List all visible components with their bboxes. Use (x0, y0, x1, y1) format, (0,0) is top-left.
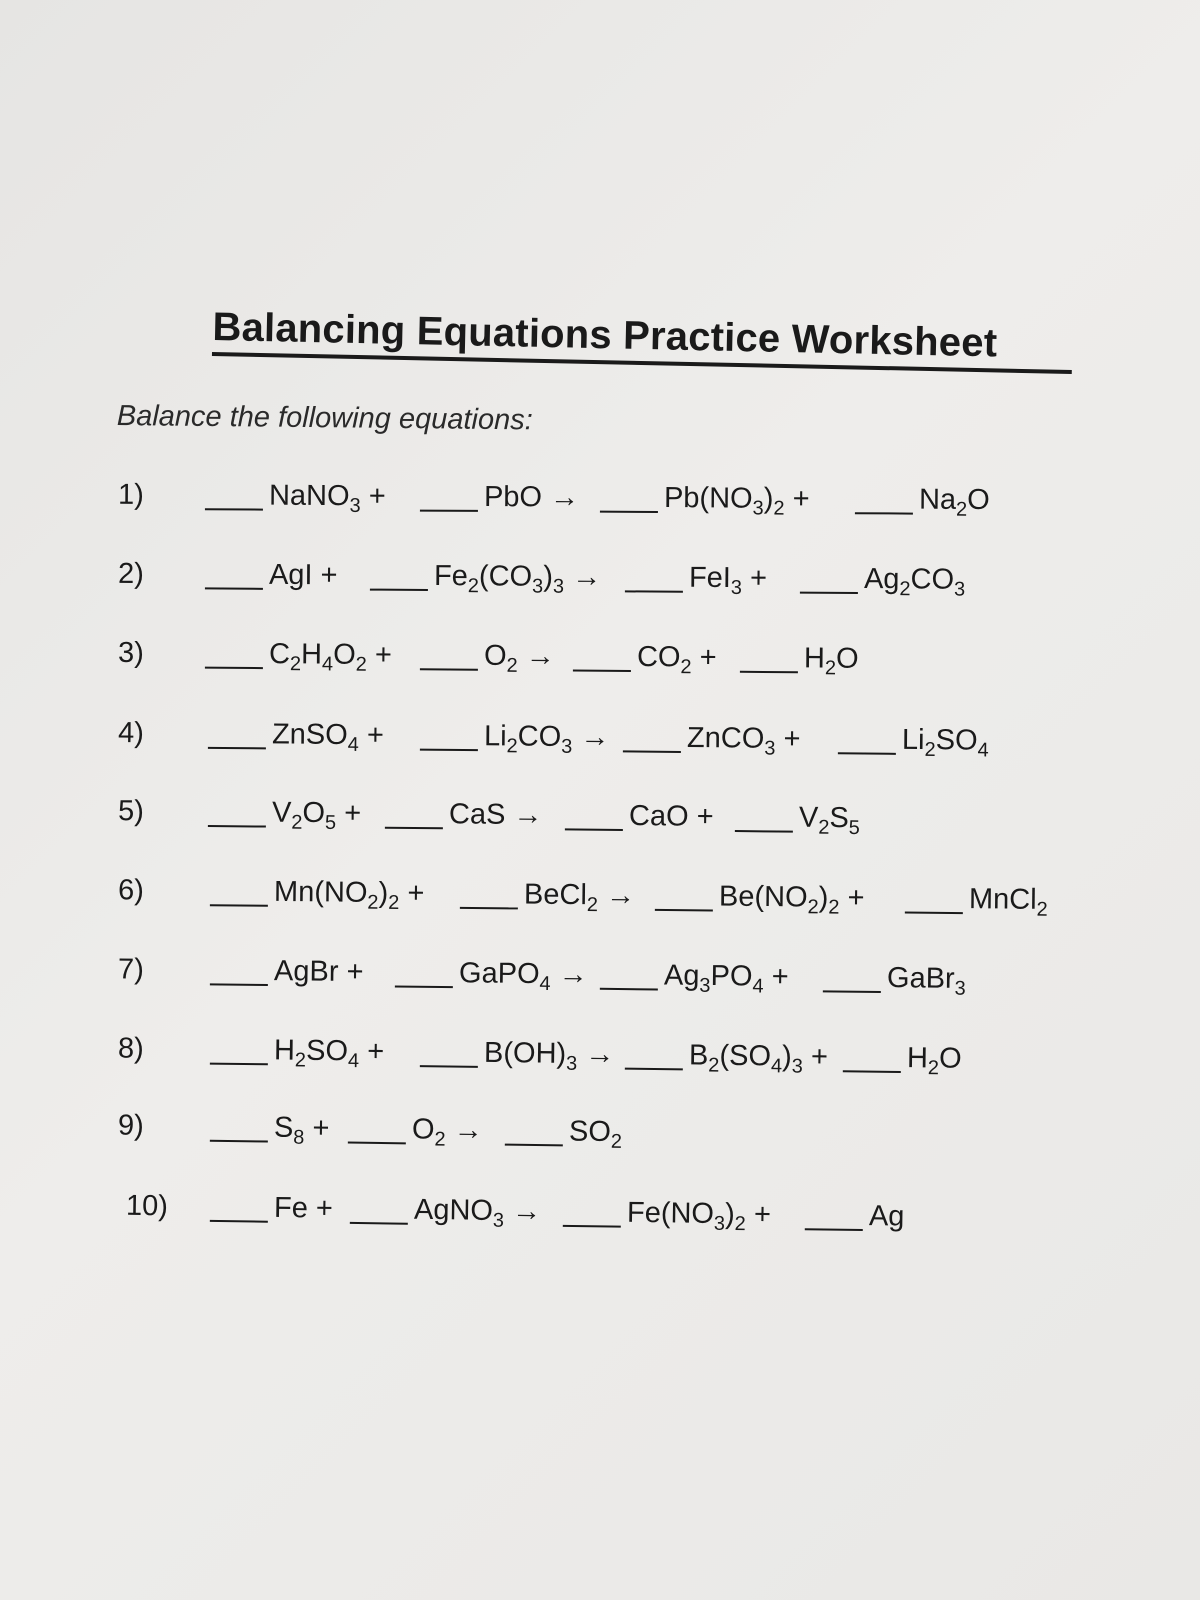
coefficient-blank[interactable] (800, 592, 858, 594)
chemical-formula: $V_2O_5$ + (271, 796, 362, 835)
equation-term (395, 956, 588, 996)
coefficient-blank[interactable] (843, 1070, 901, 1073)
coefficient-blank[interactable] (420, 1065, 478, 1068)
chemical-formula: $O_2$ → (411, 1113, 483, 1151)
chemical-formula: ZnCO$_3$ + (686, 721, 801, 760)
equation-term (838, 723, 989, 762)
chemical-formula: $Mn(NO_2)_2$ + (273, 875, 425, 914)
equation-term (210, 1191, 333, 1226)
chemical-formula: $CO_2$ + (636, 641, 717, 679)
equation-number: 8) (117, 1032, 145, 1065)
chemical-formula: $O_2$ → (483, 639, 555, 677)
equation-term (805, 1199, 905, 1233)
chemical-formula: $C_2H_4O_2$ + (268, 638, 392, 676)
equation-term (385, 798, 543, 833)
equation-number: 5) (117, 795, 144, 828)
coefficient-blank[interactable] (600, 988, 658, 991)
chemical-formula: GaPO$_4$ → (458, 957, 588, 996)
equation-number: 10) (125, 1189, 169, 1223)
coefficient-blank[interactable] (420, 749, 478, 752)
coefficient-blank[interactable] (385, 827, 443, 830)
equation-row (0, 1031, 1200, 1086)
chemical-formula: GaBr$_3$ (886, 962, 966, 1000)
equation-row (0, 1108, 1200, 1164)
equation-number: 1) (117, 478, 144, 511)
equation-term (740, 642, 859, 680)
coefficient-blank[interactable] (370, 589, 428, 591)
coefficient-blank[interactable] (905, 911, 963, 914)
equation-term (348, 1113, 483, 1151)
chemical-formula: $B(OH)_3$ → (483, 1036, 615, 1075)
coefficient-blank[interactable] (623, 750, 681, 753)
equation-term (420, 720, 610, 758)
coefficient-blank[interactable] (655, 909, 713, 912)
equation-term (205, 638, 392, 676)
equation-term (460, 878, 636, 917)
equation-term (210, 1034, 385, 1073)
equation-row (0, 873, 1200, 926)
chemical-formula: $Ag_2CO_3$ (863, 563, 966, 601)
equation-term (563, 1196, 772, 1236)
equation-term (623, 721, 801, 760)
equation-term (205, 479, 386, 517)
equation-term (735, 801, 860, 840)
coefficient-blank[interactable] (735, 830, 793, 833)
coefficient-blank[interactable] (460, 907, 518, 910)
chemical-formula: $H_2O$ (803, 642, 859, 680)
chemical-formula: $H_2SO_4$ + (273, 1034, 385, 1073)
chemical-formula: CaS → (448, 798, 543, 832)
equation-row (0, 557, 1200, 605)
equation-term (208, 718, 385, 756)
chemical-formula: PbO → (483, 480, 580, 514)
equation-number: 9) (117, 1109, 145, 1142)
coefficient-blank[interactable] (420, 510, 478, 512)
chemical-formula: $Pb(NO_3)_2$ + (663, 482, 810, 520)
coefficient-blank[interactable] (805, 1228, 863, 1231)
coefficient-blank[interactable] (625, 1068, 683, 1071)
equation-row (0, 1188, 1200, 1245)
equation-term (905, 882, 1048, 921)
equation-term (855, 483, 990, 521)
equation-term (843, 1041, 962, 1080)
equation-row (0, 716, 1200, 766)
coefficient-blank[interactable] (420, 668, 478, 670)
coefficient-blank[interactable] (205, 667, 263, 669)
chemical-formula: $S_8$ + (273, 1111, 330, 1149)
equation-term (420, 481, 579, 515)
equation-term (655, 880, 865, 919)
equation-term (625, 1039, 829, 1078)
chemical-formula: BeCl$_2$ → (523, 878, 636, 917)
chemical-formula: $Fe(NO_3)_2$ + (626, 1196, 772, 1236)
coefficient-blank[interactable] (205, 508, 263, 510)
equation-term (600, 482, 810, 520)
coefficient-blank[interactable] (350, 1222, 408, 1225)
equation-term (800, 563, 966, 601)
chemical-formula: $H_2O$ (906, 1042, 962, 1080)
chemical-formula: CaO + (628, 800, 714, 833)
equation-term (573, 641, 717, 679)
coefficient-blank[interactable] (855, 512, 913, 514)
equation-term (420, 1036, 615, 1075)
chemical-formula: $Li_2SO_4$ (901, 723, 989, 762)
chemical-formula: AgI + (268, 558, 338, 592)
coefficient-blank[interactable] (205, 587, 263, 589)
chemical-formula: AgNO$_3$ → (413, 1193, 542, 1232)
equation-number: 3) (117, 636, 144, 670)
equation-number: 7) (117, 953, 145, 986)
worksheet-title: Balancing Equations Practice Worksheet (212, 305, 1073, 374)
equation-number: 6) (117, 874, 144, 907)
coefficient-blank[interactable] (600, 511, 658, 513)
equation-row (0, 794, 1200, 846)
chemical-formula: $B_2(SO_4)_3$ + (688, 1039, 829, 1078)
coefficient-blank[interactable] (565, 828, 623, 831)
coefficient-blank[interactable] (210, 983, 268, 986)
equation-term (505, 1115, 623, 1153)
coefficient-blank[interactable] (210, 904, 268, 907)
coefficient-blank[interactable] (395, 985, 453, 988)
coefficient-blank[interactable] (838, 752, 896, 755)
equation-term (210, 1111, 330, 1149)
chemical-formula: $V_2S_5$ (798, 801, 860, 840)
equation-number: 2) (117, 557, 144, 591)
chemical-formula: Fe + (273, 1191, 334, 1225)
coefficient-blank[interactable] (210, 1140, 268, 1143)
equation-row (0, 478, 1200, 525)
coefficient-blank[interactable] (208, 825, 266, 828)
equation-term (210, 875, 425, 914)
chemical-formula: FeI$_3$ + (688, 561, 768, 599)
equation-row (0, 952, 1200, 1006)
chemical-formula: $SO_2$ (568, 1115, 623, 1153)
coefficient-blank[interactable] (740, 671, 798, 673)
equation-number: 4) (117, 717, 144, 750)
equation-term (350, 1193, 542, 1232)
chemical-formula: AgBr + (273, 955, 364, 989)
chemical-formula: Ag (868, 1200, 905, 1233)
equation-term (420, 639, 555, 677)
equation-term (205, 558, 338, 592)
equation-term (625, 561, 768, 599)
coefficient-blank[interactable] (210, 1063, 268, 1066)
coefficient-blank[interactable] (348, 1142, 406, 1145)
chemical-formula: $Li_2CO_3$ → (483, 720, 610, 758)
coefficient-blank[interactable] (625, 590, 683, 592)
chemical-formula: MnCl$_2$ (968, 883, 1048, 921)
coefficient-blank[interactable] (563, 1225, 621, 1228)
coefficient-blank[interactable] (573, 670, 631, 672)
equation-term (823, 961, 966, 1000)
equation-term (208, 796, 362, 835)
equation-term (210, 954, 364, 989)
coefficient-blank[interactable] (505, 1144, 563, 1147)
coefficient-blank[interactable] (823, 990, 881, 993)
chemical-formula: NaNO$_3$ + (268, 479, 386, 517)
chemical-formula: $Ag_3PO_4$ + (663, 959, 789, 998)
chemical-formula: ZnSO$_4$ + (271, 718, 385, 756)
chemical-formula: $Na_2O$ (918, 483, 990, 521)
coefficient-blank[interactable] (208, 747, 266, 750)
equation-row (0, 636, 1200, 685)
chemical-formula: $Be(NO_2)_2$ + (718, 880, 865, 919)
chemical-formula: $Fe_2(CO_3)_3$ → (433, 560, 602, 598)
coefficient-blank[interactable] (210, 1220, 268, 1223)
instructions-text: Balance the following equations: (116, 400, 533, 437)
equation-term (600, 959, 789, 998)
equation-term (565, 799, 714, 833)
equation-term (370, 560, 602, 598)
